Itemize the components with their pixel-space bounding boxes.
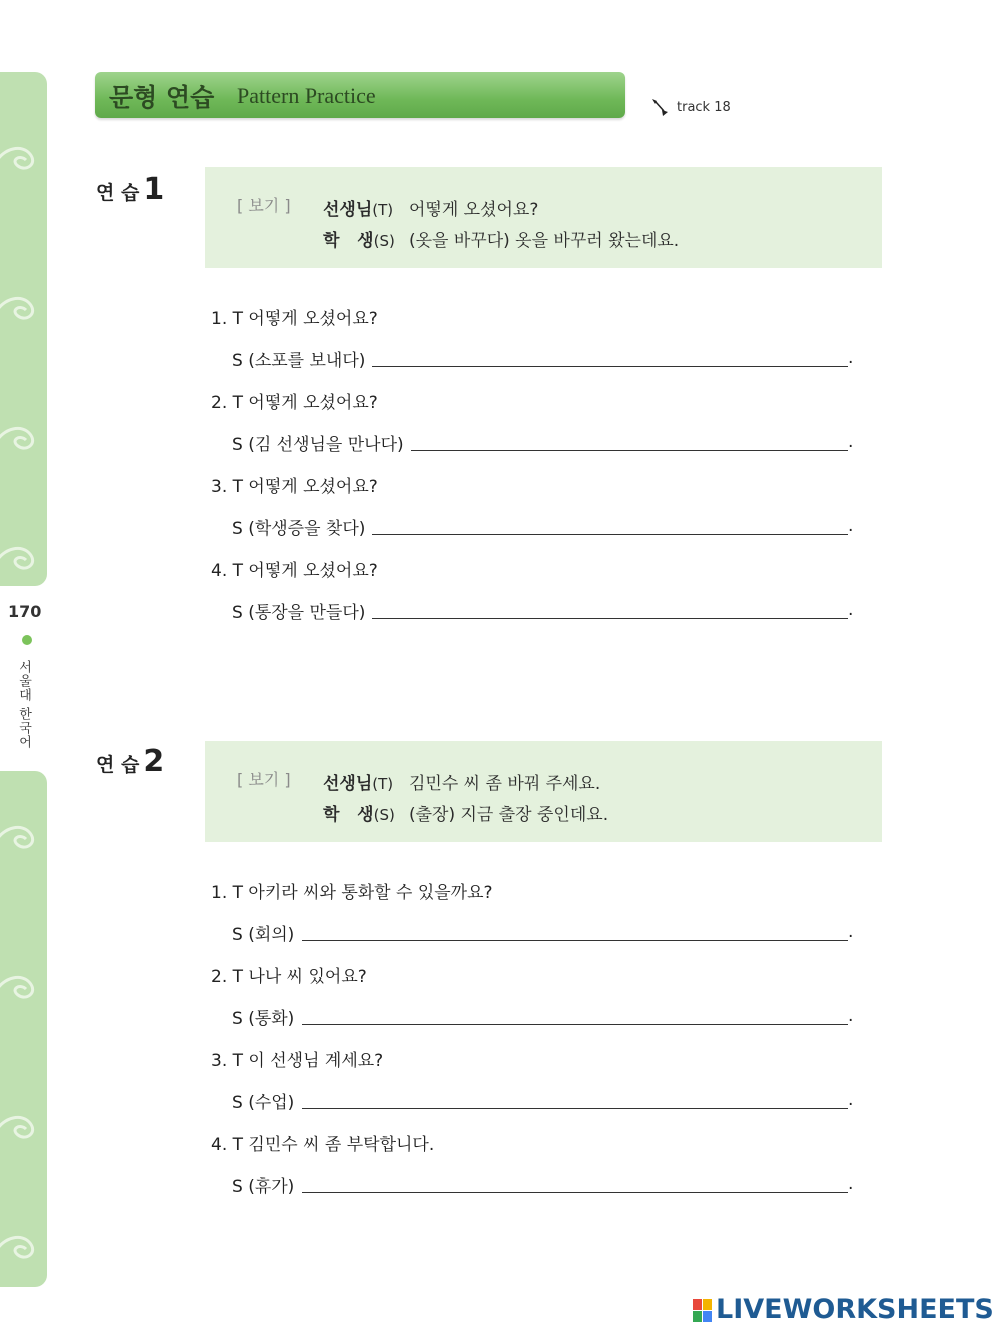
answer-blank[interactable] — [372, 366, 848, 367]
audio-track-icon[interactable] — [650, 96, 672, 118]
cloud-swirl-icon — [0, 951, 46, 1007]
question-line: 1. T 어떻게 오셨어요? — [211, 309, 378, 329]
exercise-label-text: 연 습 — [96, 754, 140, 776]
answer-blank[interactable] — [372, 618, 848, 619]
student-code: (S) — [373, 232, 395, 250]
section-banner — [95, 72, 625, 118]
question-line: 4. T 어떻게 오셨어요? — [211, 561, 378, 581]
student-sentence: (출장) 지금 출장 중인데요. — [409, 805, 609, 825]
answer-blank[interactable] — [372, 534, 848, 535]
answer-prompt: S (회의) — [232, 925, 295, 945]
answer-period: . — [848, 1090, 854, 1110]
cloud-swirl-icon — [0, 272, 46, 328]
answer-period: . — [848, 516, 854, 536]
example-student-line — [323, 226, 679, 251]
answer-prompt: S (소포를 보내다) — [232, 351, 366, 371]
exercise-number: 1 — [143, 172, 165, 207]
section-title-english: Pattern Practice — [237, 83, 376, 108]
answer-prompt: S (학생증을 찾다) — [232, 519, 366, 539]
cloud-swirl-icon — [0, 122, 46, 178]
teacher-sentence: 김민수 씨 좀 바꿔 주세요. — [409, 774, 601, 794]
answer-period: . — [848, 432, 854, 452]
teacher-role: 선생님 — [323, 200, 373, 220]
student-role: 학 생 — [323, 805, 374, 825]
example-box — [205, 167, 882, 268]
teacher-sentence: 어떻게 오셨어요? — [409, 200, 539, 220]
question-line: 1. T 아키라 씨와 통화할 수 있을까요? — [211, 883, 493, 903]
teacher-role: 선생님 — [323, 774, 373, 794]
answer-blank[interactable] — [302, 1192, 848, 1193]
liveworksheets-logo[interactable]: LIVEWORKSHEETS — [716, 1294, 994, 1325]
sidebar-decoration-bottom — [0, 771, 47, 1287]
cloud-swirl-icon — [0, 801, 46, 857]
sidebar-decoration-top — [0, 72, 47, 586]
exercise-label — [96, 172, 164, 207]
answer-prompt: S (휴가) — [232, 1177, 295, 1197]
section-title-korean: 문형 연습 — [109, 83, 215, 112]
exercise-number: 2 — [143, 744, 165, 779]
student-role: 학 생 — [323, 231, 374, 251]
example-box — [205, 741, 882, 842]
teacher-code: (T) — [372, 775, 394, 793]
question-line: 3. T 이 선생님 계세요? — [211, 1051, 384, 1071]
page-number: 170 — [8, 602, 42, 621]
cloud-swirl-icon — [0, 522, 46, 578]
answer-period: . — [848, 1006, 854, 1026]
question-line: 2. T 어떻게 오셨어요? — [211, 393, 378, 413]
answer-period: . — [848, 1174, 854, 1194]
example-teacher-line — [323, 195, 538, 220]
answer-blank[interactable] — [411, 450, 848, 451]
cloud-swirl-icon — [0, 1091, 46, 1147]
answer-period: . — [848, 922, 854, 942]
answer-prompt: S (통장을 만들다) — [232, 603, 366, 623]
answer-prompt: S (수업) — [232, 1093, 295, 1113]
answer-period: . — [848, 348, 854, 368]
answer-prompt: S (김 선생님을 만나다) — [232, 435, 404, 455]
example-tag: [ 보기 ] — [237, 770, 291, 789]
cloud-swirl-icon — [0, 1211, 46, 1267]
question-line: 3. T 어떻게 오셨어요? — [211, 477, 378, 497]
question-line: 4. T 김민수 씨 좀 부탁합니다. — [211, 1135, 435, 1155]
audio-track-label[interactable]: track 18 — [677, 100, 731, 115]
answer-blank[interactable] — [302, 1108, 848, 1109]
answer-blank[interactable] — [302, 940, 848, 941]
example-student-line — [323, 800, 608, 825]
answer-period: . — [848, 600, 854, 620]
answer-prompt: S (통화) — [232, 1009, 295, 1029]
example-tag: [ 보기 ] — [237, 196, 291, 215]
example-teacher-line — [323, 769, 600, 794]
page-dot-icon — [22, 635, 32, 645]
exercise-label — [96, 744, 164, 779]
answer-blank[interactable] — [302, 1024, 848, 1025]
cloud-swirl-icon — [0, 402, 46, 458]
exercise-label-text: 연 습 — [96, 182, 140, 204]
teacher-code: (T) — [372, 201, 394, 219]
student-code: (S) — [373, 806, 395, 824]
question-line: 2. T 나나 씨 있어요? — [211, 967, 367, 987]
liveworksheets-logo-icon — [693, 1299, 713, 1323]
student-sentence: (옷을 바꾸다) 옷을 바꾸러 왔는데요. — [409, 231, 680, 251]
book-title: 서울대 한국어 — [16, 660, 31, 750]
